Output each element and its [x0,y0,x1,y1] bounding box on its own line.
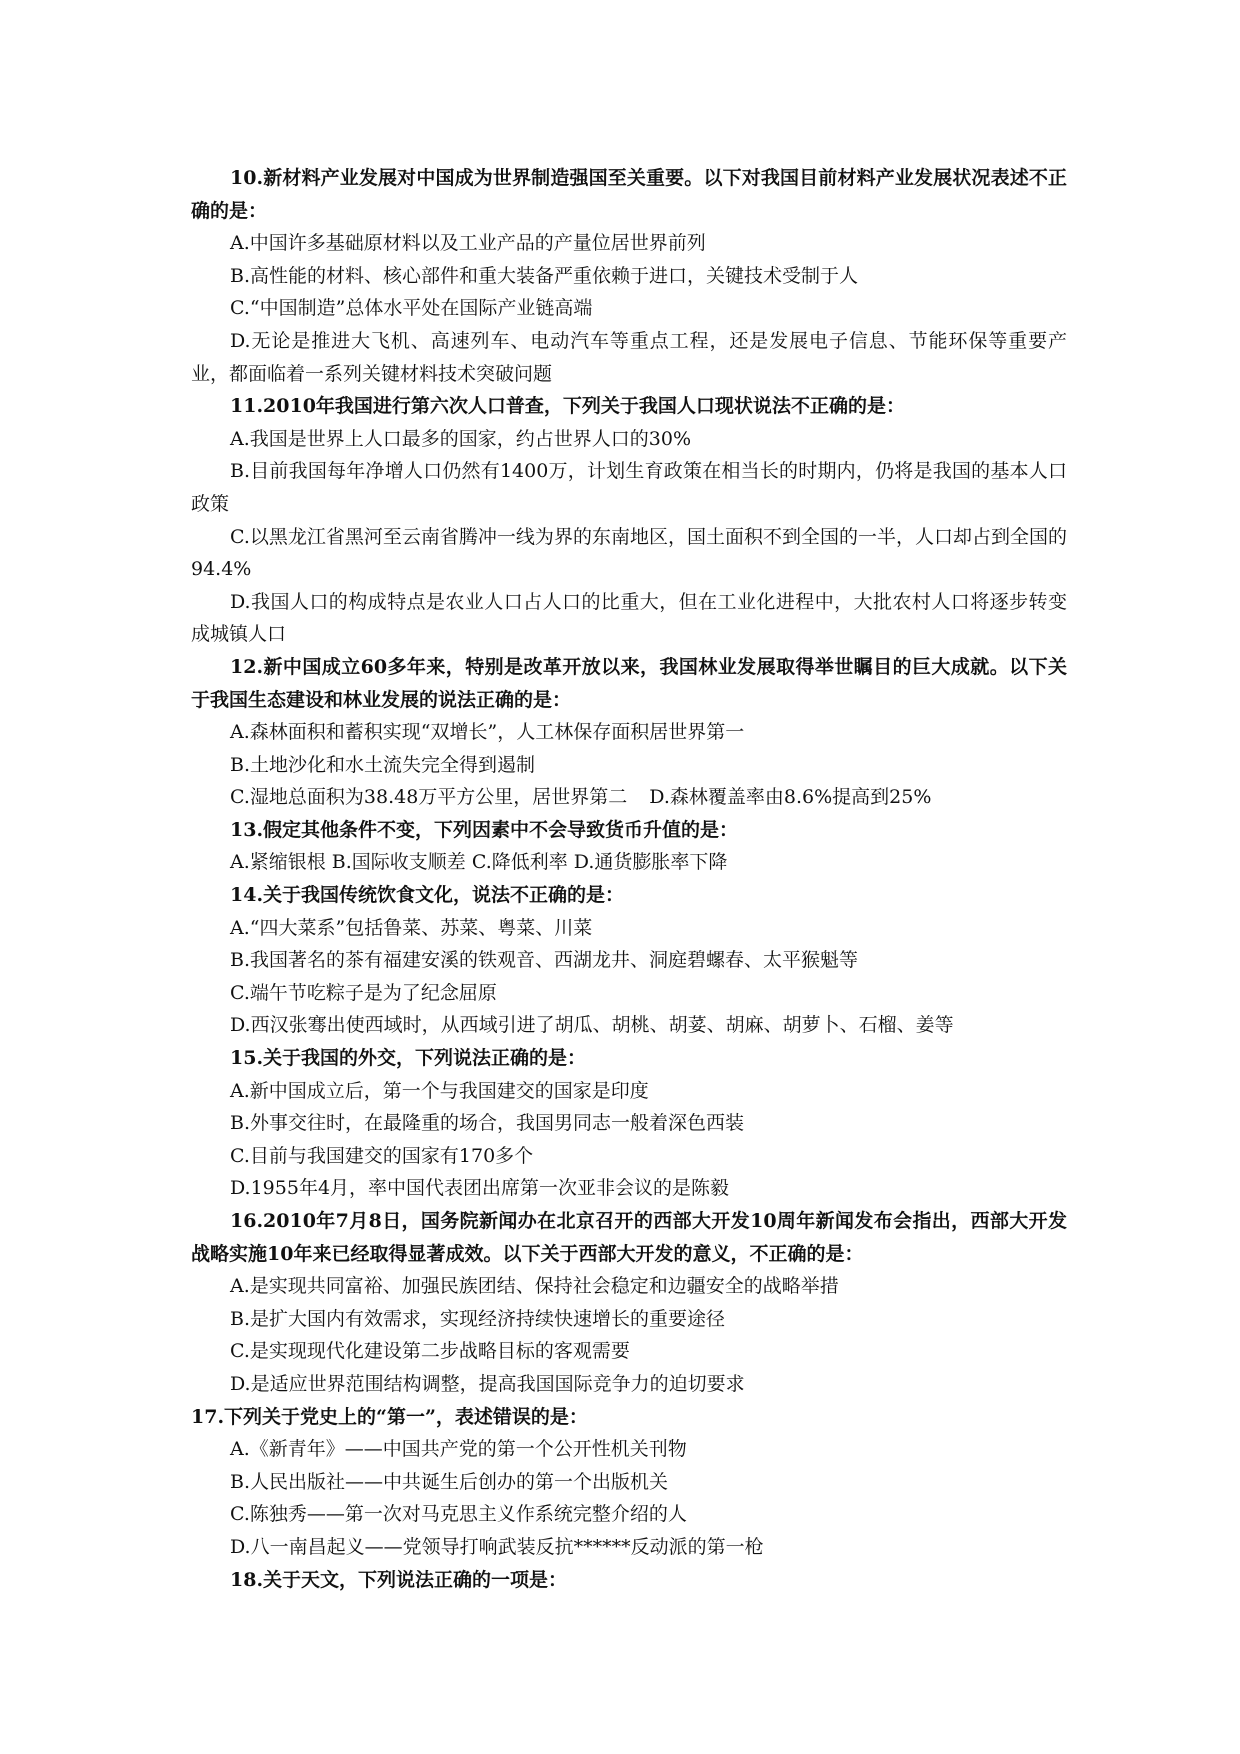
question-16-option-c: C.是实现现代化建设第二步战略目标的客观需要 [230,1340,630,1363]
question-10-option-b: B.高性能的材料、核心部件和重大装备严重依赖于进口，关键技术受制于人 [230,264,859,287]
question-16-option-a: A.是实现共同富裕、加强民族团结、保持社会稳定和边疆安全的战略举措 [230,1275,839,1298]
question-15-option-c: C.目前与我国建交的国家有170多个 [230,1144,534,1167]
question-11-option-b: B.目前我国每年净增人口仍然有1400万，计划生育政策在相当长的时期内，仍将是我国的基本人口政策 [191,460,1067,515]
question-17-option-b: B.人民出版社——中共诞生后创办的第一个出版机关 [230,1470,669,1493]
question-12-option-d: D.森林覆盖率由8.6%提高到25% [649,786,932,809]
question-11-option-c: C.以黑龙江省黑河至云南省腾冲一线为界的东南地区，国土面积不到全国的一半，人口却占到全国的94.4% [191,525,1067,581]
question-10-stem: 10.新材料产业发展对中国成为世界制造强国至关重要。以下对我国目前材料产业发展状况表述不正确的是： [191,167,1067,222]
question-10-option-a: A.中国许多基础原材料以及工业产品的产量位居世界前列 [230,232,706,255]
question-12-option-row [191,781,1067,814]
question-12-stem: 12.新中国成立60多年来，特别是改革开放以来，我国林业发展取得举世瞩目的巨大成就。以下关于我国生态建设和林业发展的说法正确的是： [191,655,1067,711]
question-17-option-d: D.八一南昌起义——党领导打响武装反抗******反动派的第一枪 [230,1535,764,1558]
question-15-stem: 15.关于我国的外交，下列说法正确的是： [230,1047,587,1070]
question-14-option-a: A.“四大菜系”包括鲁菜、苏菜、粤菜、川菜 [230,916,593,939]
question-17-option-c: C.陈独秀——第一次对马克思主义作系统完整介绍的人 [230,1503,687,1526]
question-15-option-d: D.1955年4月，率中国代表团出席第一次亚非会议的是陈毅 [230,1177,730,1200]
question-12-option-b: B.土地沙化和水土流失完全得到遏制 [230,753,536,776]
question-11-stem: 11.2010年我国进行第六次人口普查，下列关于我国人口现状说法不正确的是： [230,395,905,418]
question-15-option-b: B.外事交往时，在最隆重的场合，我国男同志一般着深色西装 [230,1112,745,1135]
question-14-option-b: B.我国著名的茶有福建安溪的铁观音、西湖龙井、洞庭碧螺春、太平猴魁等 [230,949,859,972]
question-17-stem: 17.下列关于党史上的“第一”，表述错误的是： [191,1405,588,1428]
question-18-stem: 18.关于天文，下列说法正确的一项是： [230,1568,568,1591]
question-11-option-d: D.我国人口的构成特点是农业人口占人口的比重大，但在工业化进程中，大批农村人口将逐步转变成城镇人口 [191,590,1067,646]
question-12-option-a: A.森林面积和蓄积实现“双增长”，人工林保存面积居世界第一 [230,721,745,744]
question-14-option-c: C.端午节吃粽子是为了纪念屈原 [230,981,497,1004]
question-list [191,162,1067,1596]
question-10-option-d: D.无论是推进大飞机、高速列车、电动汽车等重点工程，还是发展电子信息、节能环保等重要产业，都面临着一系列关键材料技术突破问题 [191,329,1067,385]
question-16-option-d: D.是适应世界范围结构调整，提高我国国际竞争力的迫切要求 [230,1372,745,1395]
question-12-option-c: C.湿地总面积为38.48万平方公里，居世界第二 [230,786,628,809]
question-15-option-a: A.新中国成立后，第一个与我国建交的国家是印度 [230,1079,649,1102]
question-11-option-a: A.我国是世界上人口最多的国家，约占世界人口的30% [230,427,691,450]
question-14-stem: 14.关于我国传统饮食文化，说法不正确的是： [230,884,625,907]
question-13-stem: 13.假定其他条件不变，下列因素中不会导致货币升值的是： [230,818,739,841]
question-10-option-c: C.“中国制造”总体水平处在国际产业链高端 [230,297,593,320]
question-13-options: A.紧缩银根 B.国际收支顺差 C.降低利率 D.通货膨胀率下降 [230,851,728,874]
question-17-option-a: A.《新青年》——中国共产党的第一个公开性机关刊物 [230,1438,687,1461]
question-14-option-d: D.西汉张骞出使西域时，从西域引进了胡瓜、胡桃、胡荽、胡麻、胡萝卜、石榴、姜等 [230,1014,954,1037]
question-16-stem: 16.2010年7月8日，国务院新闻办在北京召开的西部大开发10周年新闻发布会指出，西部大开发战略实施10年来已经取得显著成效。以下关于西部大开发的意义，不正确的是： [191,1210,1067,1265]
question-16-option-b: B.是扩大国内有效需求，实现经济持续快速增长的重要途径 [230,1307,726,1330]
